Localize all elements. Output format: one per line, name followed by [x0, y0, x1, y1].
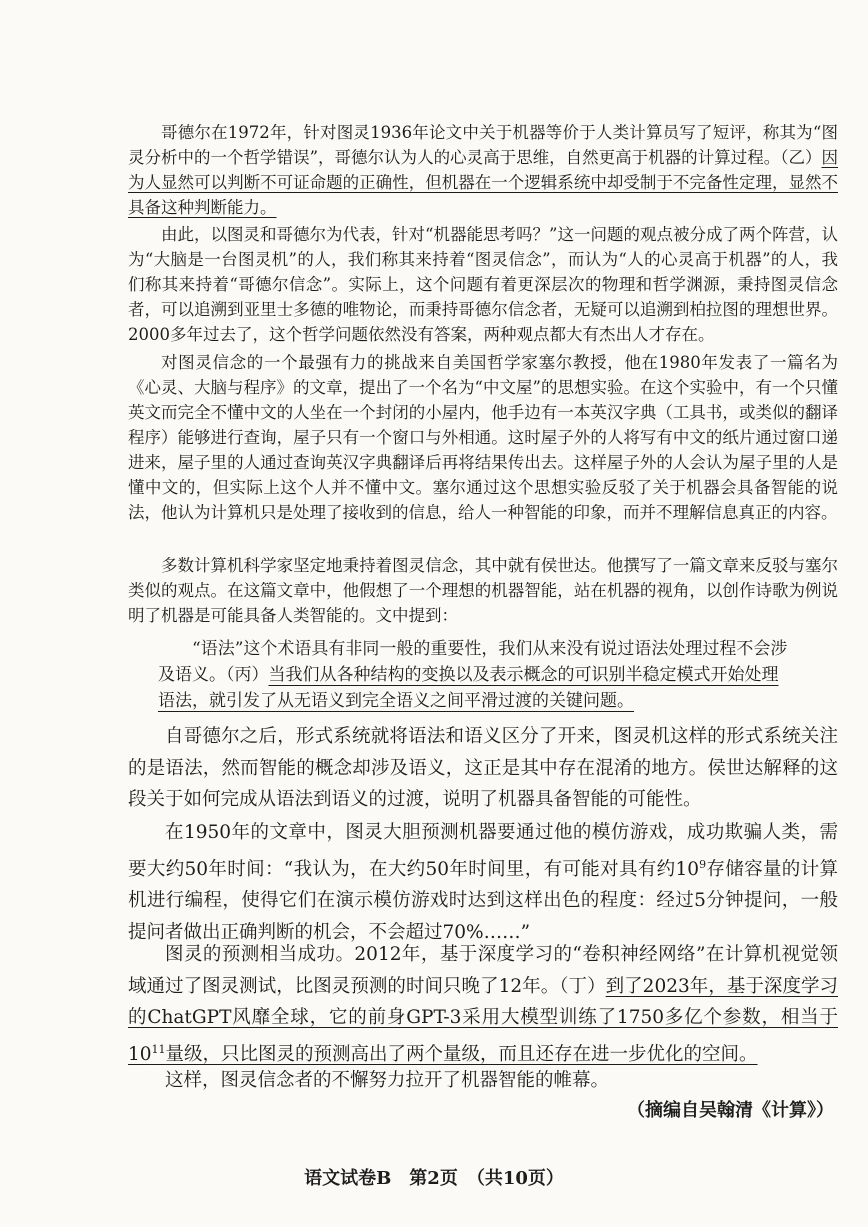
- underlined-sentence-yi: 因为人显然可以判断不可证命题的正确性，但机器在一个逻辑系统中却受制于不完备性定理，显然不具备这种判断能力。: [128, 148, 838, 217]
- quote-syntax: [158, 636, 788, 714]
- paragraph-text: 在1950年的文章中，图灵大胆预测机器要通过他的模仿游戏，成功欺骗人类，需要大约50年时间：“我认为，在大约50年时间里，有可能对具有约10: [128, 822, 838, 880]
- paragraph-syntax-semantics: [128, 721, 838, 816]
- paragraph-prediction-success: [128, 939, 838, 1070]
- paragraph-chinese-room: [128, 350, 838, 525]
- underlined-text: 量级，只比图灵的预测高出了两个量级，而且还存在进一步优化的空间。: [165, 1043, 758, 1065]
- paragraph-text: 多数计算机科学家坚定地秉持着图灵信念，其中就有侯世达。他撰写了一篇文章来反驳与塞尔类似的观点。在这篇文章中，他假想了一个理想的机器智能，站在机器的视角，以创作诗歌为例说明了机器是可能具备人类智能的。文中提到：: [128, 556, 838, 625]
- superscript-exponent: 9: [699, 857, 707, 871]
- paragraph-two-camps: [128, 222, 838, 347]
- paragraph-text: 对图灵信念的一个最强有力的挑战来自美国哲学家塞尔教授，他在1980年发表了一篇名为《心灵、大脑与程序》的文章，提出了一个名为“中文屋”的思想实验。在这个实验中，有一个只懂英文而完全不懂中文的人坐在一个封闭的小屋内，他手边有一本英汉字典（工具书，或类似的翻译程序）能够进行查询，屋子只有一个窗口与外相通。这时屋子外的人将写有中文的纸片通过窗口递进来，屋子里的人通过查询英汉字典翻译后再将结果传出去。这样屋子外的人会认为屋子里的人是懂中文的，但实际上这个人并不懂中文。塞尔通过这个思想实验反驳了关于机器会具备智能的说法，他认为计算机只是处理了接收到的信息，给人一种智能的印象，而并不理解信息真正的内容。: [128, 353, 838, 522]
- source-attribution: （摘编自吴翰清《计算》）: [627, 1100, 834, 1121]
- paragraph-turing-prediction: [128, 817, 838, 948]
- underlined-text: 到了2023年，基于深度学习的ChatGPT风靡全球，它的前身GPT-3采用大模型训练了1750多亿个参数，相当于10: [128, 975, 838, 1065]
- page-footer: 语文试卷B 第2页 （共10页）: [304, 1168, 564, 1189]
- paragraph-text: 存储容量的计算机进行编程，使得它们在演示模仿游戏时达到这样出色的程度：经过5分钟提问，一般提问者做出正确判断的机会，不会超过70%……”: [128, 858, 838, 943]
- paragraph-goedel-critique: [128, 120, 838, 220]
- paragraph-text: 图灵的预测相当成功。2012年，基于深度学习的“卷积神经网络”在计算机视觉领域通过了图灵测试，比图灵预测的时间只晚了12年。（丁）: [128, 944, 838, 997]
- paragraph-text: 这样，图灵信念者的不懈努力拉开了机器智能的帷幕。: [165, 1070, 610, 1091]
- paragraph-text: 由此，以图灵和哥德尔为代表，针对“机器能思考吗？”这一问题的观点被分成了两个阵营，认为“大脑是一台图灵机”的人，我们称其来持着“图灵信念”，而认为“人的心灵高于机器”的人，我们称其来持着“哥德尔信念”。实际上，这个问题有着更深层次的物理和哲学渊源，秉持图灵信念者，可以追溯到亚里士多德的唯物论，而秉持哥德尔信念者，无疑可以追溯到柏拉图的理想世界。2000多年过去了，这个哲学问题依然没有答案，两种观点都大有杰出人才存在。: [128, 225, 838, 344]
- superscript-exponent: 11: [151, 1042, 166, 1056]
- underlined-sentence-bing: 当我们从各种结构的变换以及表示概念的可识别半稳定模式开始处理语法，就引发了从无语义到完全语义之间平滑过渡的关键问题。: [158, 665, 779, 711]
- paragraph-conclusion: [128, 1065, 838, 1097]
- paragraph-text: 自哥德尔之后，形式系统就将语法和语义区分了开来，图灵机这样的形式系统关注的是语法，然而智能的概念却涉及语义，这正是其中存在混淆的地方。侯世达解释的这段关于如何完成从语法到语义的过渡，说明了机器具备智能的可能性。: [128, 726, 838, 810]
- paragraph-text: 哥德尔在1972年，针对图灵1936年论文中关于机器等价于人类计算员写了短评，称其为“图灵分析中的一个哲学错误”，哥德尔认为人的心灵高于思维，自然更高于机器的计算过程。（乙）: [128, 123, 838, 167]
- quote-text: “语法”这个术语具有非同一般的重要性，我们从来没有说过语法处理过程不会涉及语义。（丙）: [158, 639, 788, 685]
- paragraph-hofstadter: [128, 553, 838, 628]
